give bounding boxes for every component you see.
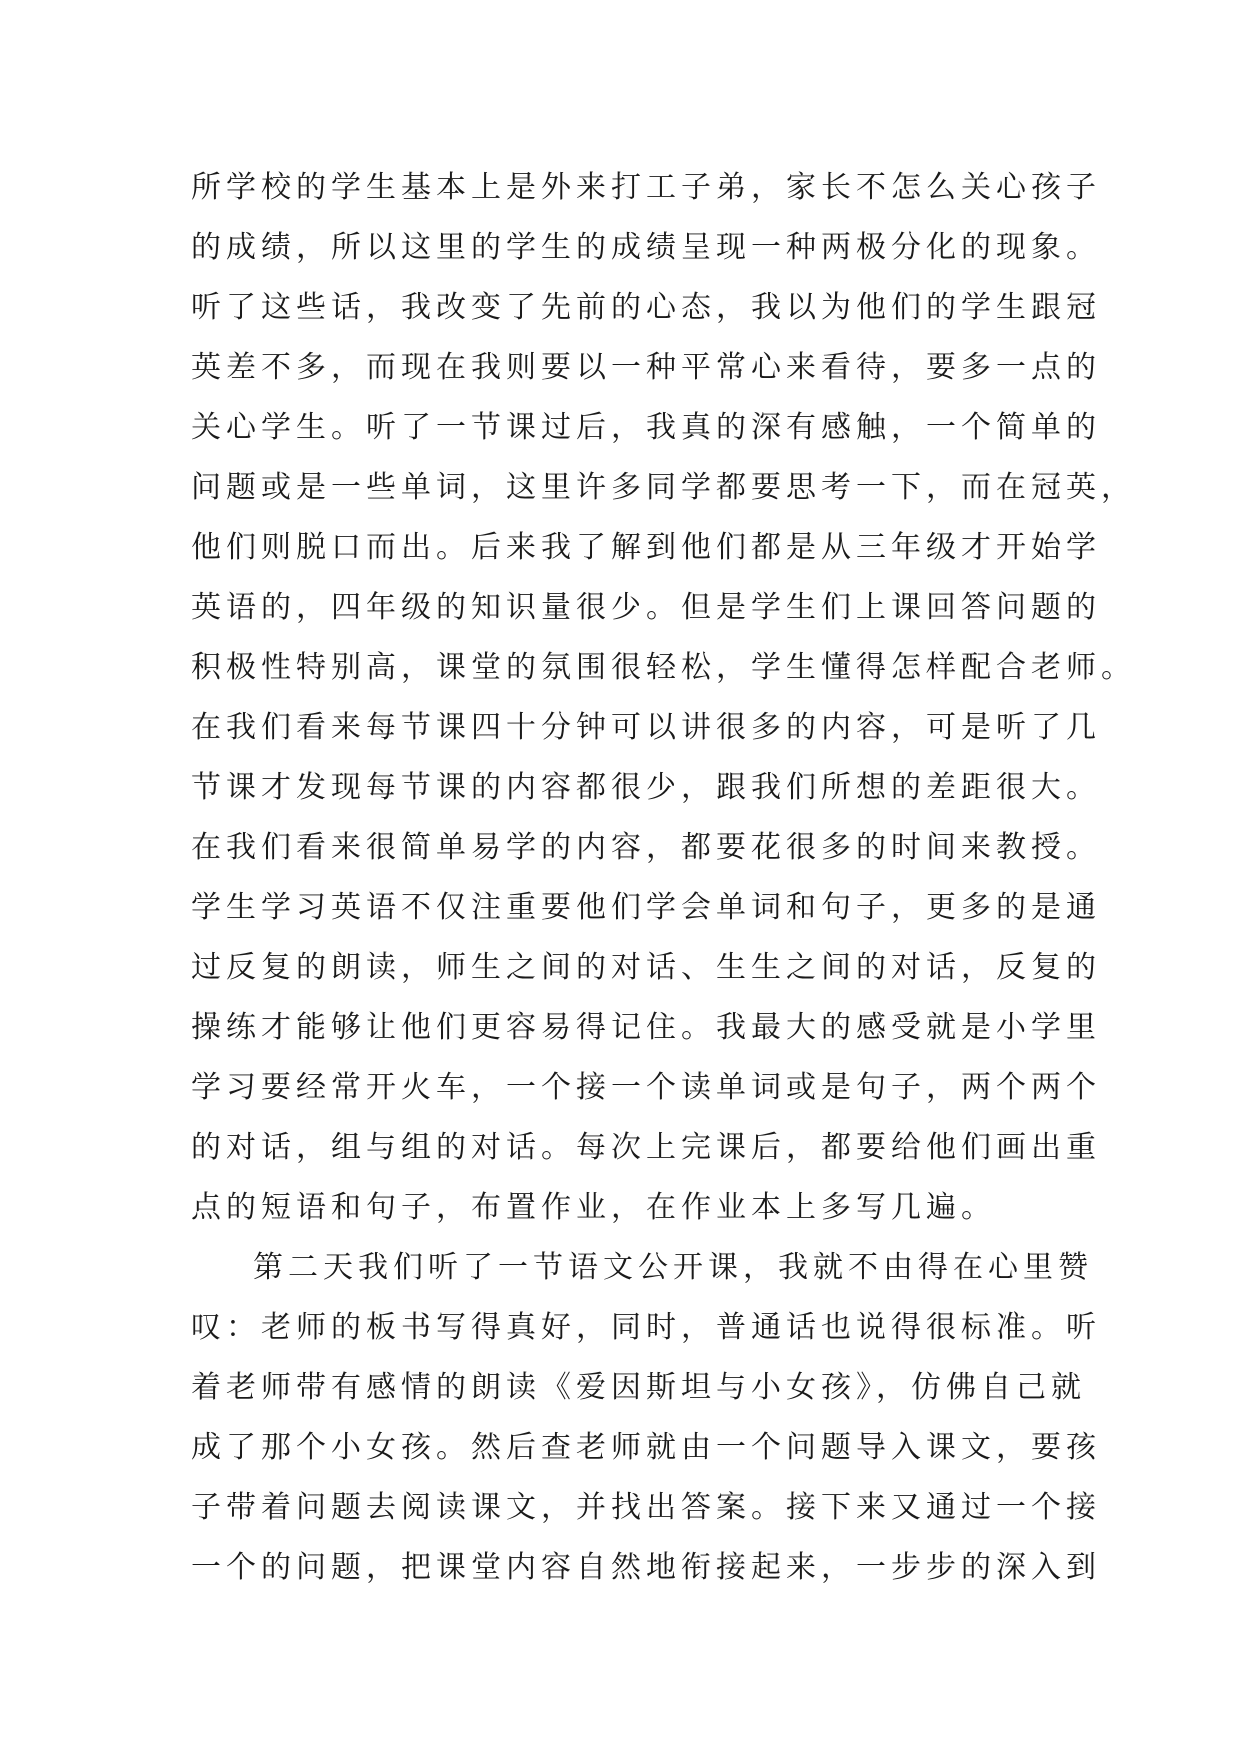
text-line: 问题或是一些单词，这里许多同学都要思考一下，而在冠英， [191, 470, 1136, 505]
text-line: 过反复的朗读，师生之间的对话、生生之间的对话，反复的 [191, 950, 1101, 985]
text-line: 的成绩，所以这里的学生的成绩呈现一种两极分化的现象。 [191, 230, 1101, 265]
text-line: 节课才发现每节课的内容都很少，跟我们所想的差距很大。 [191, 770, 1101, 805]
text-line: 他们则脱口而出。后来我了解到他们都是从三年级才开始学 [191, 530, 1101, 565]
text-line: 成了那个小女孩。然后查老师就由一个问题导入课文，要孩 [191, 1430, 1101, 1465]
text-line: 所学校的学生基本上是外来打工子弟，家长不怎么关心孩子 [191, 170, 1101, 205]
text-line: 在我们看来每节课四十分钟可以讲很多的内容，可是听了几 [191, 710, 1101, 745]
body-text [191, 158, 1136, 1598]
text-line: 学习要经常开火车，一个接一个读单词或是句子，两个两个 [191, 1070, 1101, 1105]
text-line: 听了这些话，我改变了先前的心态，我以为他们的学生跟冠 [191, 290, 1101, 325]
text-line: 在我们看来很简单易学的内容，都要花很多的时间来教授。 [191, 830, 1101, 865]
text-line: 叹：老师的板书写得真好，同时，普通话也说得很标准。听 [191, 1310, 1101, 1345]
text-line: 子带着问题去阅读课文，并找出答案。接下来又通过一个接 [191, 1490, 1101, 1525]
text-line: 英差不多，而现在我则要以一种平常心来看待，要多一点的 [191, 350, 1101, 385]
text-line: 积极性特别高，课堂的氛围很轻松，学生懂得怎样配合老师。 [191, 650, 1136, 685]
text-line: 点的短语和句子，布置作业，在作业本上多写几遍。 [191, 1190, 996, 1225]
text-line: 学生学习英语不仅注重要他们学会单词和句子，更多的是通 [191, 890, 1101, 925]
text-line: 英语的，四年级的知识量很少。但是学生们上课回答问题的 [191, 590, 1101, 625]
text-line: 着老师带有感情的朗读《爱因斯坦与小女孩》，仿佛自己就 [191, 1370, 1086, 1405]
text-line: 的对话，组与组的对话。每次上完课后，都要给他们画出重 [191, 1130, 1101, 1165]
paragraph-start-line: 第二天我们听了一节语文公开课，我就不由得在心里赞 [253, 1250, 1093, 1285]
text-line: 操练才能够让他们更容易得记住。我最大的感受就是小学里 [191, 1010, 1101, 1045]
text-line: 关心学生。听了一节课过后，我真的深有感触，一个简单的 [191, 410, 1101, 445]
text-line: 一个的问题，把课堂内容自然地衔接起来，一步步的深入到 [191, 1550, 1101, 1585]
